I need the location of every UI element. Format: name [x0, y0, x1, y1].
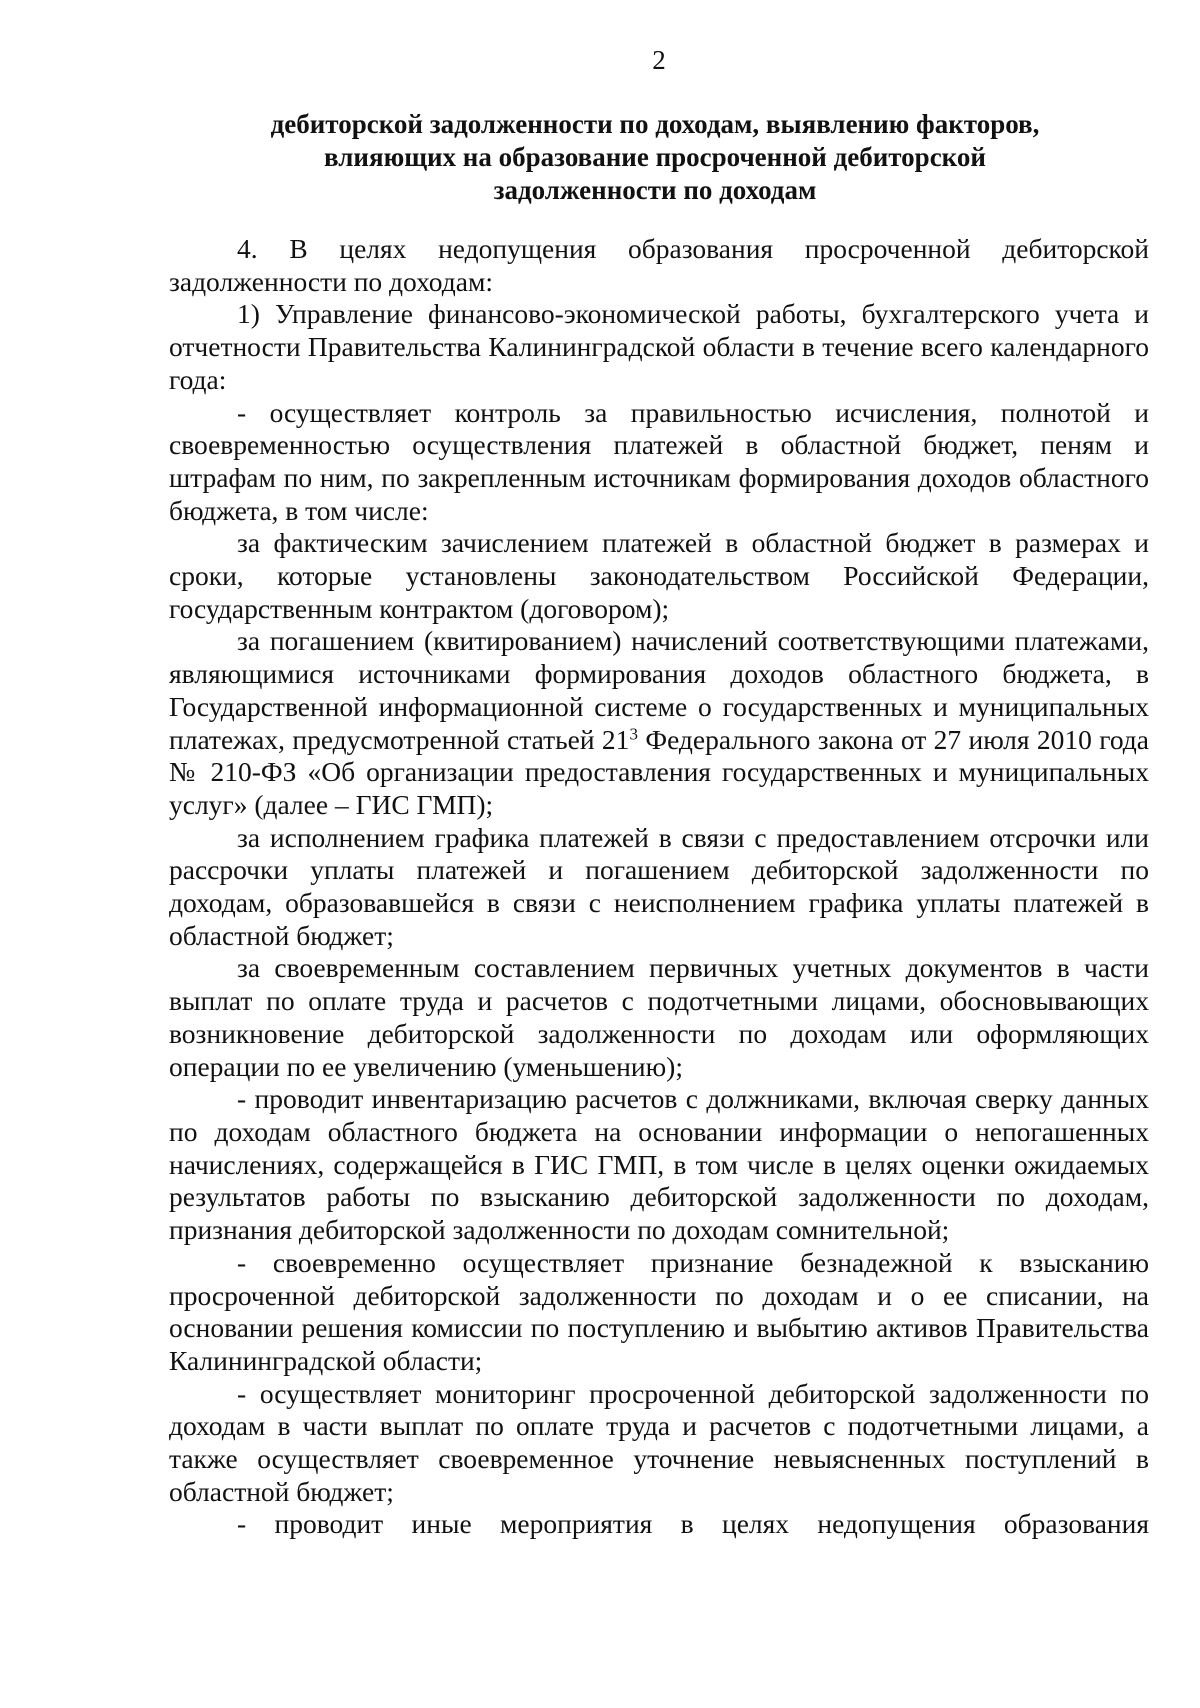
paragraph-inventory: - проводит инвентаризацию расчетов с должниками, включая сверку данных по доходам областного бюджета на основании информации о непогашенных начислениях, содержащейся в ГИС ГМП, в том числе в целях оценки ожидаемых результатов работы по взысканию дебиторской задолженности по доходам, признания дебиторской задолженности по доходам сомнительной;: [169, 1083, 1149, 1246]
paragraph-actual-crediting: за фактическим зачислением платежей в областной бюджет в размерах и сроки, которые установлены законодательством Российской Федерации, государственным контрактом (договором);: [169, 527, 1149, 624]
paragraph-monitoring: - осуществляет мониторинг просроченной дебиторской задолженности по доходам в части выплат по оплате труда и расчетов с подотчетными лицами, а также осуществляет своевременное уточнение невыясненных поступлений в областной бюджет;: [169, 1377, 1149, 1507]
document-body: [169, 233, 1149, 1541]
paragraph-text: за погашением (квитированием) начислений соответствующими платежами, являющимися источниками формирования доходов областного бюджета, в Государственной информационной системе о государственных и муниципальных платежах, предусмотренной статьей 21: [169, 625, 1149, 755]
paragraph-repayment: [169, 625, 1149, 821]
page-number: 2: [652, 45, 666, 75]
paragraph-subclause-1: 1) Управление финансово-экономической работы, бухгалтерского учета и отчетности Правительства Калининградской области в течение всего календарного года:: [169, 298, 1149, 395]
paragraph-text: Федерального закона от 27 июля 2010 года № 210-ФЗ «Об организации предоставления государственных и муниципальных услуг» (далее – ГИС ГМП);: [169, 723, 1149, 820]
paragraph-payment-schedule: за исполнением графика платежей в связи с предоставлением отсрочки или рассрочки уплаты платежей и погашением дебиторской задолженности по доходам, образовавшейся в связи с неисполнением графика уплаты платежей в областной бюджет;: [169, 821, 1149, 951]
section-heading: [160, 108, 1150, 207]
heading-line: влияющих на образование просроченной дебиторской: [324, 142, 986, 172]
heading-line: задолженности по доходам: [493, 175, 817, 205]
heading-line: дебиторской задолженности по доходам, выявлению факторов,: [270, 109, 1040, 139]
paragraph-write-off: - своевременно осуществляет признание безнадежной к взысканию просроченной дебиторской задолженности по доходам и о ее списании, на основании решения комиссии по поступлению и выбытию активов Правительства Калининградской области;: [169, 1246, 1149, 1376]
paragraph-primary-documents: за своевременным составлением первичных учетных документов в части выплат по оплате труда и расчетов с подотчетными лицами, обосновывающих возникновение дебиторской задолженности по доходам или оформляющих операции по ее увеличению (уменьшению);: [169, 952, 1149, 1082]
paragraph-clause-4: 4. В целях недопущения образования просроченной дебиторской задолженности по доходам:: [169, 233, 1149, 297]
paragraph-other-measures: - проводит иные мероприятия в целях недопущения образования: [237, 1508, 1149, 1540]
paragraph-control: - осуществляет контроль за правильностью исчисления, полнотой и своевременностью осуществления платежей в областной бюджет, пеням и штрафам по ним, по закрепленным источникам формирования доходов областного бюджета, в том числе:: [169, 396, 1149, 526]
superscript: 3: [629, 724, 638, 744]
